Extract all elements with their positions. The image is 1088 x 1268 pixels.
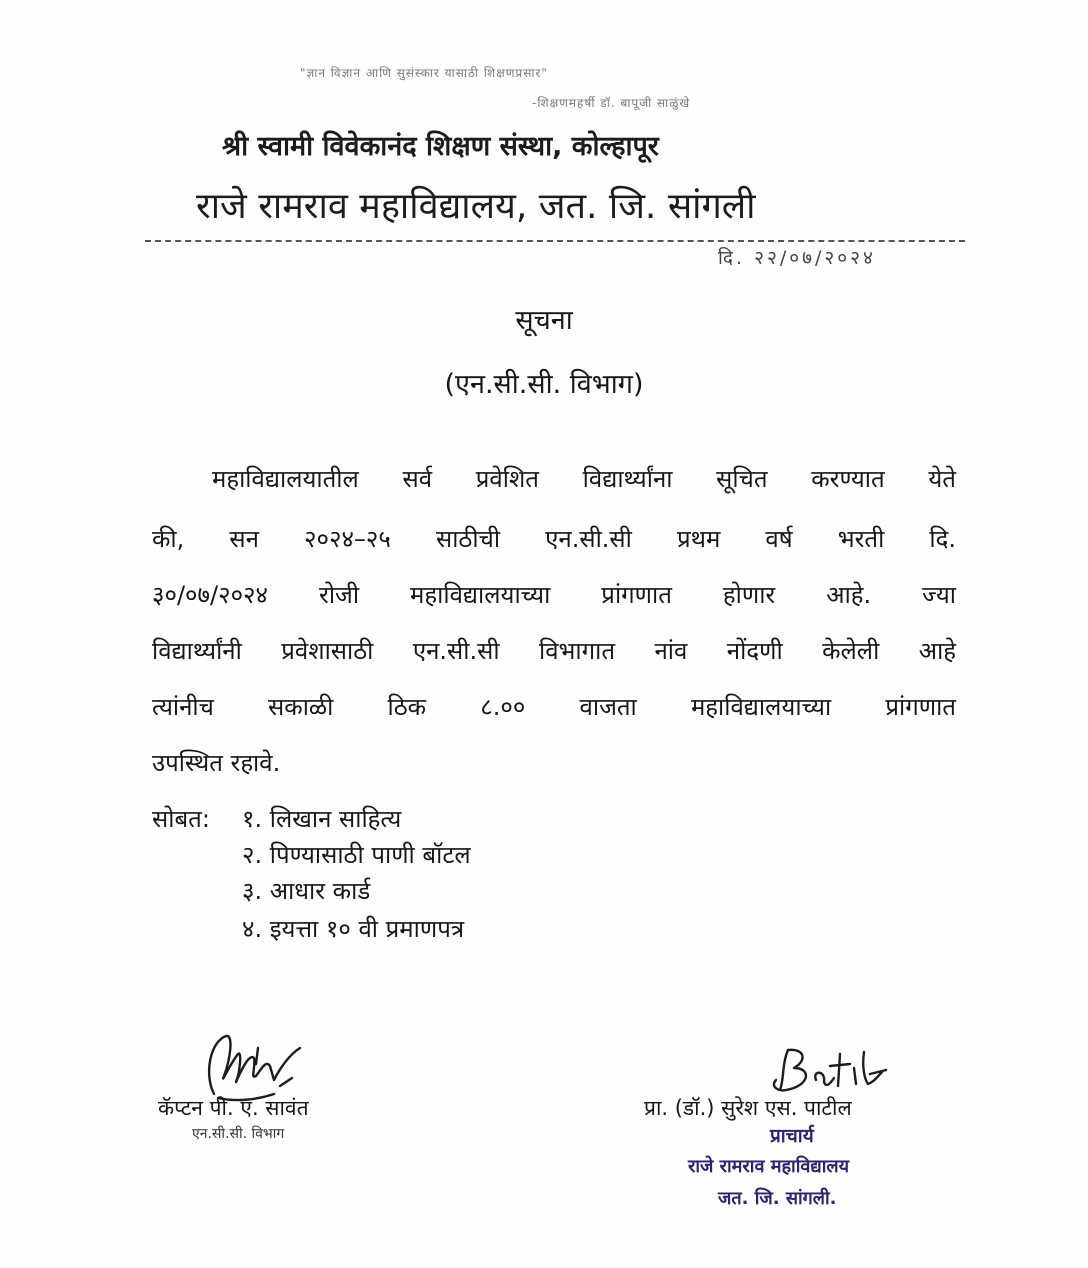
body-line: उपस्थित रहावे. (152, 749, 281, 777)
captain-name: कॅप्टन पी. ए. सावंत (158, 1096, 309, 1120)
notice-department: (एन.सी.सी. विभाग) (444, 369, 644, 400)
header-divider (145, 240, 965, 242)
body-line: की, सन २०२४–२५ साठीची एन.सी.सी प्रथम वर्ष भरती दि. (152, 525, 956, 553)
body-line: ३०/०७/२०२४ रोजी महाविद्यालयाच्या प्रांगणात होणार आहे. ज्या (152, 581, 956, 609)
enclosure-item: १. लिखान साहित्य (242, 805, 402, 833)
principal-stamp-college: राजे रामराव महाविद्यालय (688, 1156, 850, 1177)
motto-line-1: "ज्ञान विज्ञान आणि सुसंस्कार यासाठी शिक्षणप्रसार" (300, 66, 548, 80)
motto-line-2: -शिक्षणमहर्षी डॉ. बापूजी साळुंखे (532, 96, 691, 110)
captain-department: एन.सी.सी. विभाग (192, 1126, 285, 1142)
principal-signature (760, 1040, 900, 1102)
enclosure-item: ३. आधार कार्ड (242, 877, 371, 905)
principal-stamp-title: प्राचार्य (770, 1125, 814, 1147)
notice-date: दि. २२/०७/२०२४ (718, 247, 876, 269)
body-line: विद्यार्थ्यांनी प्रवेशासाठी एन.सी.सी विभागात नांव नोंदणी केलेली आहे (152, 637, 956, 665)
principal-name: प्रा. (डॉ.) सुरेश एस. पाटील (644, 1096, 852, 1120)
enclosures-label: सोबत: (152, 805, 210, 833)
enclosure-item: ४. इयत्ता १० वी प्रमाणपत्र (242, 915, 465, 943)
enclosure-item: २. पिण्यासाठी पाणी बॉटल (242, 841, 471, 869)
body-line: महाविद्यालयातील सर्व प्रवेशित विद्यार्थ्यांना सूचित करण्यात येते (212, 465, 956, 493)
body-line: त्यांनीच सकाळी ठिक ८.०० वाजता महाविद्यालयाच्या प्रांगणात (152, 693, 956, 721)
notice-title: सूचना (515, 305, 573, 336)
principal-stamp-place: जत. जि. सांगली. (718, 1188, 837, 1209)
college-name: राजे रामराव महाविद्यालय, जत. जि. सांगली (196, 186, 756, 227)
institution-name: श्री स्वामी विवेकानंद शिक्षण संस्था, कोल्हापूर (222, 131, 659, 162)
